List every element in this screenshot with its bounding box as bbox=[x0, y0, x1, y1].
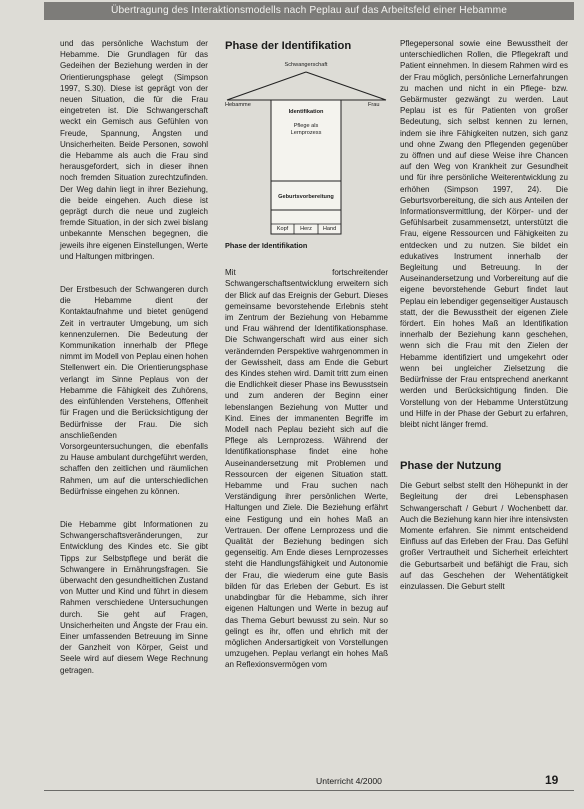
section-heading: Phase der Identifikation bbox=[225, 40, 352, 52]
paragraph: Der Erstbesuch der Schwangeren durch die Hebamme dient der Kontaktaufnahme und bietet genügend Zeit in vertrauter Umgebung, um sich kennenzulernen. Die Bedeutung der Kommunikation innerhalb der Pflege nimmt im Modell von Peplau einen hohen Stellenwert ein. Die Orientierungsphase verlangt im Sinne Peplaus von der Hebamme die Fähigkeit des Zuhörens, des einfühlenden Verstehens, Offenheit für Fragen und die Berücksichtigung der Bedürfnisse der Frau. Die sich anschließenden Vorsorgeuntersuchungen, die ebenfalls zu Hause ambulant durchgeführt werden, schaffen den zeitlichen und räumlichen Rahmen, um auf die unterschiedlichen Bedürfnisse eingehen zu können. bbox=[60, 285, 208, 496]
diagram-box-title: Identifikation bbox=[288, 109, 324, 115]
diagram-foot-hand: Hand bbox=[322, 226, 337, 232]
diagram-left-label: Hebamme bbox=[225, 102, 251, 108]
figure-caption: Phase der Identifikation bbox=[225, 241, 308, 250]
diagram-graphic bbox=[225, 60, 388, 238]
paragraph: und das persönliche Wachstum der Hebamme. Die Grundlagen für das Gedeihen der Beziehung werden in der Orientierungsphase gelegt (Simpson 1997, S.30). Diese ist geprägt von der neuen Situation, die für die Frau eingetreten ist. Die Schwangerschaft weckt ein Gemisch aus Gefühlen von Freude, Spannung, Ängsten und Unsicherheiten. Beide Personen, sowohl die Hebamme als auch die Frau sind herausgefordert, sich in dieser ihnen noch fremden Situation zurechtzufinden. Der Weg dahin liegt in ihrer Beziehung, die beide eingehen. Auch diese ist geprägt durch die neue und zugleich fremde Situation, in der sich zwei bislang unbekannte Menschen begegnen, die jeweils ihre eigenen Einstellungen, Werte und Haltungen mitbringen. bbox=[60, 39, 208, 261]
footer-source: Unterricht 4/2000 bbox=[316, 776, 382, 786]
column-right bbox=[400, 38, 568, 592]
paragraph: Mit fortschreitender Schwangerschaftsentwicklung erweitern sich der Blick auf das Ereignis der Geburt. Dieses gemeinsame bevorstehende Erlebnis steht im Zentrum der Beziehung von Hebamme und Frau während der Identifikationsphase. Die Schwangerschaft wird aus einer sich verändernden Perspektive wahrgenommen in der Gewissheit, dass am Ende die Geburt des Kindes stehen wird. Damit tritt zum einen die Endlichkeit dieser Phase ins Bewusstsein und zum anderen der Beginn einer lebenslangen Beziehung von Mutter und Kind. Eines der immanenten Begriffe im Modell nach Peplau bezieht sich auf die Pflege als Lernprozess. Während der Identifikationsphase findet eine hohe Auseinandersetzung mit Problemen und Ressourcen der eigenen Situation statt. Hebamme und Frau suchen nach Verständigung ihrer persönlichen Werte, Haltungen und Ziele. Die Beziehung erfährt eine Festigung und ein hohes Maß an Vertrauen. Der offene Lernprozess und die Qualität der Beziehung bedingen sich gegenseitig. Am Ende dieses Lernprozesses steht die Handlungsfähigkeit und Autonomie der Frau, die wiederum eine gute Basis bilden für das Erleben der Geburt. Es ist unabdingbar für die Hebamme, sich ihrer eigenen Haltungen und Werte in bezug auf das Thema Geburt bewusst zu sein. Nur so gelingt es ihr, offen und ehrlich mit der möglichen Andersartigkeit von Vorstellungen umzugehen. Peplau verlangt ein hohes Maß an Reflexionsvermögen vom bbox=[225, 268, 388, 670]
diagram-foot-heart: Herz bbox=[300, 226, 312, 232]
section-heading: Phase der Nutzung bbox=[400, 460, 502, 473]
diagram-bottom-box: Geburtsvorbereitung bbox=[278, 194, 334, 200]
page-number: 19 bbox=[545, 773, 559, 787]
bottom-rule bbox=[44, 790, 574, 791]
diagram-top-label: Schwangerschaft bbox=[284, 62, 328, 68]
paragraph: Die Hebamme gibt Informationen zu Schwangerschaftsveränderungen, zur Entwicklung des Kindes etc. Sie gibt Tipps zur Selbstpflege und berät die Schwangere in Ernährungsfragen. Sie überwacht den gesundheitlichen Zustand von Mutter und Kind und führt in diesem Rahmen verschiedene Untersuchungen durch. Sie geht auf Fragen, Unsicherheiten und Ängste der Frau ein. Einer umfassenden Betreuung im Sinne der Ganzheit von Körper, Geist und Seele wird auf diesem Wege Rechnung getragen. bbox=[60, 519, 208, 675]
column-middle bbox=[225, 40, 388, 671]
diagram-center-text: Pflege als Lernprozess bbox=[290, 123, 322, 136]
identification-diagram bbox=[225, 60, 388, 238]
column-left bbox=[60, 38, 208, 676]
diagram-foot-head: Kopf bbox=[276, 226, 289, 232]
paragraph: Die Geburt selbst stellt den Höhepunkt in der Begleitung der drei Lebensphasen Schwangerschaft / Geburt / Wochenbett dar. Auch die Beziehung kann hier ihre intensivsten Momente erfahren. Sie nimmt entscheidend Einfluss auf das Erleben der Frau. Das Gefühl großer Vertrautheit und Sicherheit erleichtert die Geburtsarbeit und befähigt die Frau, sich auf das Geschehen der Wehentätigkeit einzulassen. Die Geburt stellt bbox=[400, 481, 568, 591]
paragraph: Pflegepersonal sowie eine Bewusstheit der unterschiedlichen Rollen, die Pflegekraft und Patient einnehmen. In diesem Rahmen wird es der Frau möglich, persönliche Lernerfahrungen zu machen und nicht in ein Pflege- bzw. Gebärmuster gezwängt zu werden. Laut Peplau ist es für Patienten von großer Bedeutung, sich selbst kennen zu lernen, indem sie ihre Fähigkeiten nutzen, sich ganz und ohne Zwang den Pflegenden gegenüber zu öffnen und auf diese Weise ihre Chancen auf den Weg von Krankheit zur Gesundheit und für ihre persönliche Weiterentwicklung zu erhöhen (Simpson 1997, 24). Die Geburtsvorbereitung, die sich aus Anteilen der Informationsvermittlung, der Körper- und der Gefühlsarbeit zusammensetzt, unterstützt die Frau, eigene Ressourcen und Fähigkeiten zu entdecken und zu nutzen. Sie bildet ein edukatives Instrument innerhalb der Begleitung und Betreuung. In der Auseinandersetzung und Vorbereitung auf die eigene bevorstehende Geburt findet laut Peplau ein lebendiger gegenseitiger Austausch statt, der die Bewusstheit der eigenen Ziele fördert. Ein hohes Maß an Identifikation innerhalb der Beziehung kann geschehen, wenn sich die Frau mit den Zielen der Hebamme identifiziert und umgekehrt oder wenn bei ungleicher Zielsetzung die Bedürfnisse der Frau entsprechend anerkannt werden und Berücksichtigung finden. Die Vorstellung von der Hebamme Unterstützung und Hilfe in der Phase der Geburt zu erfahren, bleibt nicht länger fremd. bbox=[400, 39, 568, 429]
running-header: Übertragung des Interaktionsmodells nach Peplau auf das Arbeitsfeld einer Hebamme bbox=[44, 2, 574, 20]
diagram-right-label: Frau bbox=[368, 102, 380, 108]
